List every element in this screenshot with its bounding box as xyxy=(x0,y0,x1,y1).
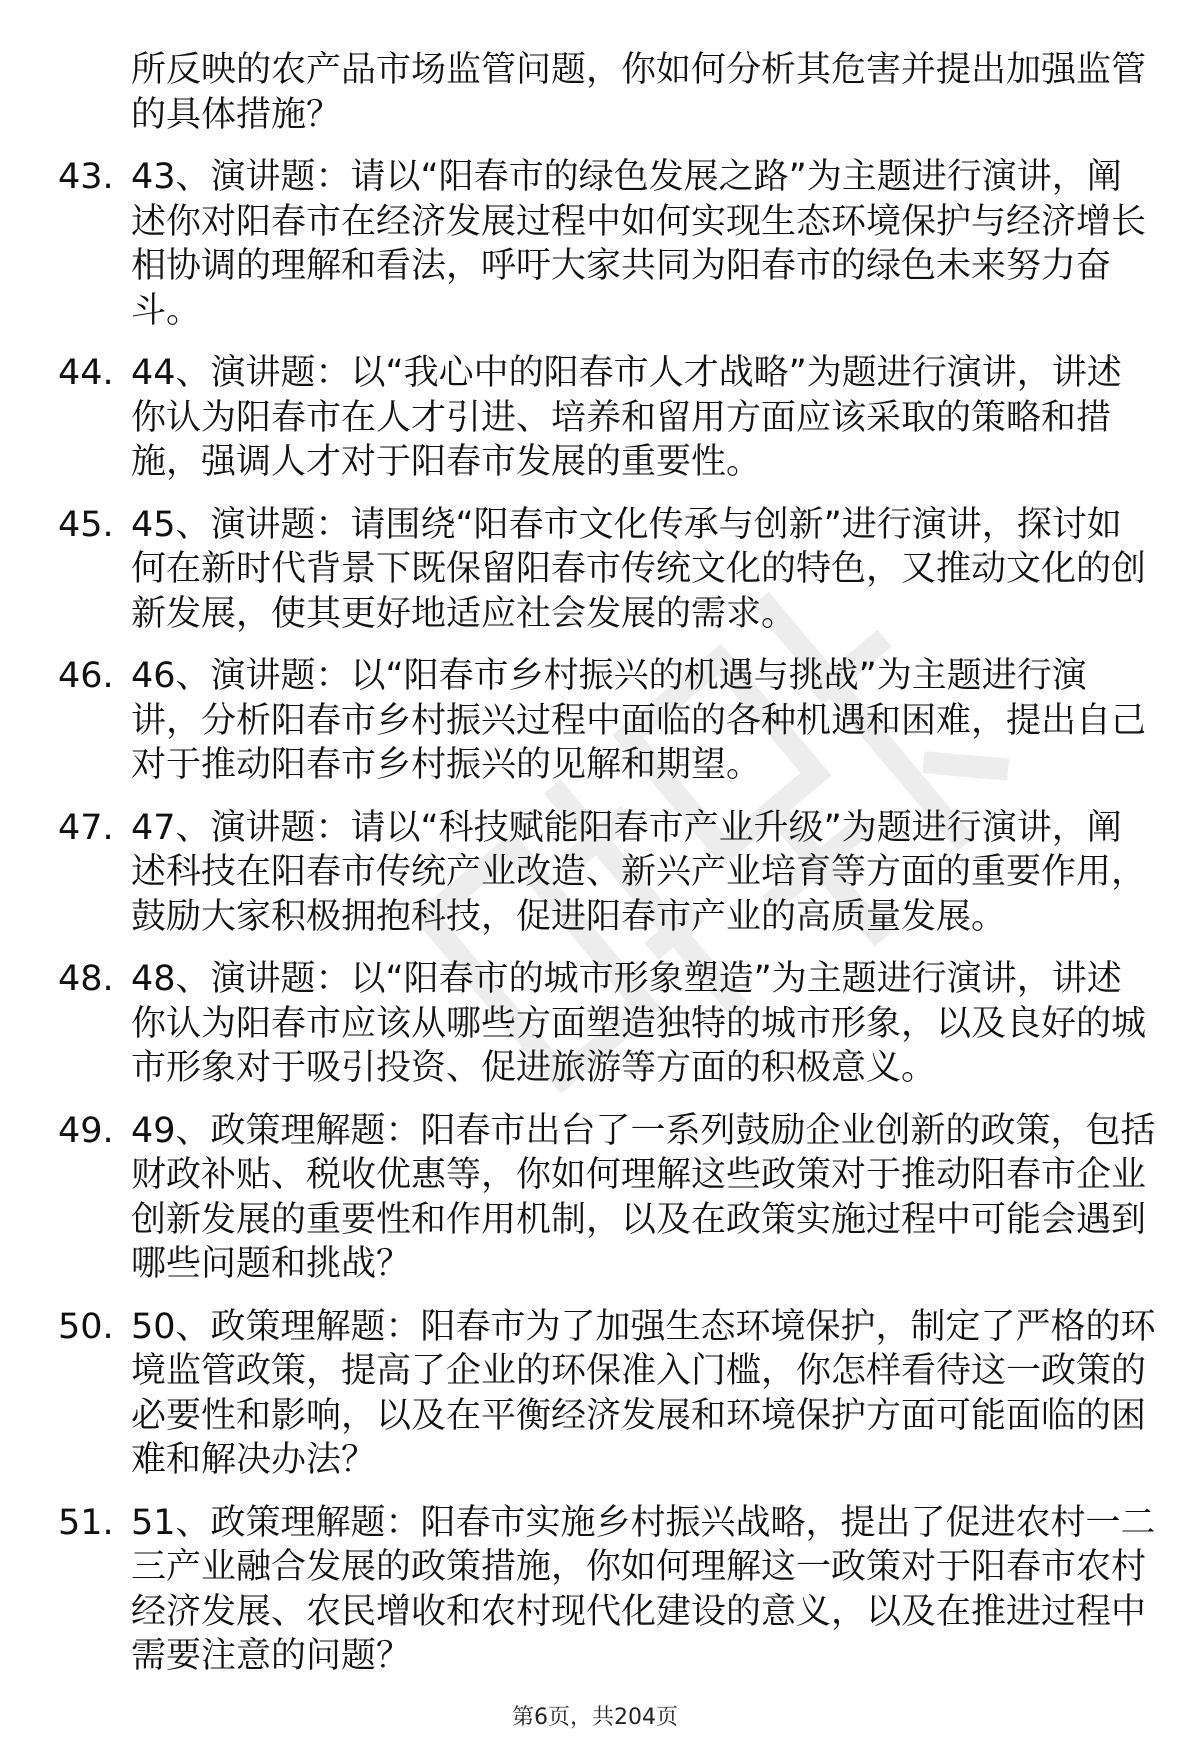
item-number: 48. xyxy=(58,959,114,999)
page-number: 第6页，共204页 xyxy=(512,1705,678,1730)
item-text: 49、政策理解题：阳春市出台了一系列鼓励企业创新的政策，包括财政补贴、税收优惠等，你如何理解这些政策对于推动阳春市企业创新发展的重要性和作用机制，以及在政策实施过程中可能会遇到哪些问题和挑战？ xyxy=(131,1110,1156,1284)
list-item xyxy=(58,1501,1156,1679)
item-text: 43、演讲题：请以“阳春市的绿色发展之路”为主题进行演讲，阐述你对阳春市在经济发展过程中如何实现生态环境保护与经济增长相协调的理解和看法，呼吁大家共同为阳春市的绿色未来努力奋斗。 xyxy=(131,157,1147,331)
item-number: 51. xyxy=(58,1502,114,1543)
item-number: 45. xyxy=(58,504,114,545)
list-item xyxy=(58,957,1156,1091)
item-text: 51、政策理解题：阳春市实施乡村振兴战略，提出了促进农村一二三产业融合发展的政策措施，你如何理解这一政策对于阳春市农村经济发展、农民增收和农村现代化建设的意义，以及在推进过程中需要注意的问题？ xyxy=(131,1502,1156,1676)
item-text: 50、政策理解题：阳春市为了加强生态环境保护，制定了严格的环境监管政策，提高了企业的环保准入门槛，你怎样看待这一政策的必要性和影响，以及在平衡经济发展和环境保护方面可能面临的困难和解决办法？ xyxy=(131,1306,1156,1480)
list-item xyxy=(58,654,1156,788)
list-item xyxy=(58,155,1156,333)
item-text: 44、演讲题：以“我心中的阳春市人才战略”为题进行演讲，讲述你认为阳春市在人才引进、培养和留用方面应该采取的策略和措施，强调人才对于阳春市发展的重要性。 xyxy=(131,353,1122,482)
list-item xyxy=(58,1305,1156,1483)
continued-paragraph: 所反映的农产品市场监管问题，你如何分析其危害并提出加强监管的具体措施？ xyxy=(131,50,1147,135)
list-item xyxy=(58,806,1156,940)
item-text: 45、演讲题：请围绕“阳春市文化传承与创新”进行演讲，探讨如何在新时代背景下既保留阳春市传统文化的特色，又推动文化的创新发展，使其更好地适应社会发展的需求。 xyxy=(131,504,1147,634)
list-item xyxy=(58,503,1156,637)
item-number: 46. xyxy=(58,656,114,696)
item-number: 43. xyxy=(58,157,114,197)
item-number: 49. xyxy=(58,1110,114,1151)
list-item xyxy=(58,1109,1156,1287)
item-text: 48、演讲题：以“阳春市的城市形象塑造”为主题进行演讲，讲述你认为阳春市应该从哪些方面塑造独特的城市形象，以及良好的城市形象对于吸引投资、促进旅游等方面的积极意义。 xyxy=(131,959,1147,1088)
item-number: 44. xyxy=(58,353,114,393)
item-number: 47. xyxy=(58,807,114,848)
item-text: 47、演讲题：请以“科技赋能阳春市产业升级”为题进行演讲，阐述科技在阳春市传统产业改造、新兴产业培育等方面的重要作用，鼓励大家积极拥抱科技，促进阳春市产业的高质量发展。 xyxy=(131,807,1147,937)
list-item xyxy=(58,351,1156,485)
item-text: 46、演讲题：以“阳春市乡村振兴的机遇与挑战”为主题进行演讲，分析阳春市乡村振兴过程中面临的各种机遇和困难，提出自己对于推动阳春市乡村振兴的见解和期望。 xyxy=(131,656,1147,785)
document-body xyxy=(58,48,1156,1679)
question-list xyxy=(58,155,1156,1679)
item-number: 50. xyxy=(58,1306,114,1347)
